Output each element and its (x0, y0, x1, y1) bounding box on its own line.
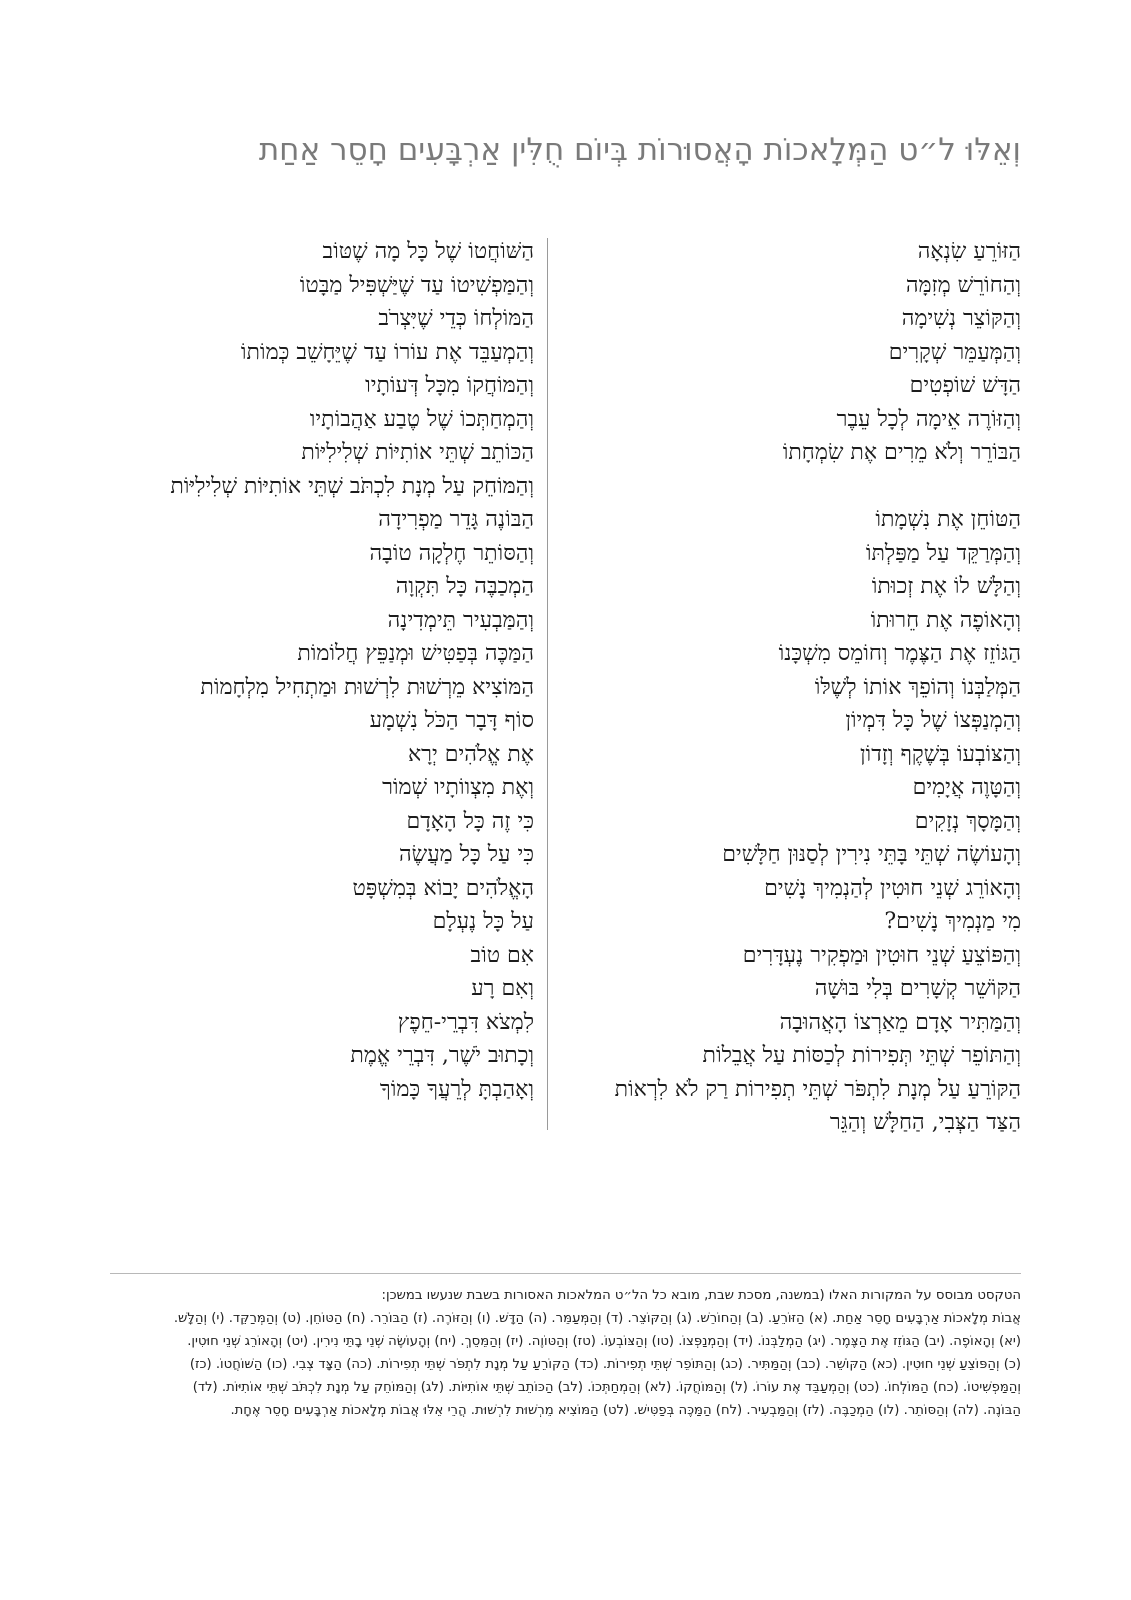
poem-line: הַגּוֹזֵז אֶת הַצֶּמֶר וְחוֹמֵס מִשְׁכָּנוֹ (778, 641, 1021, 666)
poem-line: הַמְּלַבְּנוֹ וְהוֹפֵךְ אוֹתוֹ לְשֶׁלּוֹ (814, 674, 1021, 700)
poem-line: סוֹף דָּבָר הַכֹּל נִשְׁמָע (369, 708, 534, 733)
poem-line: וְהַסּוֹתֵר חֶלְקָה טוֹבָה (369, 540, 534, 566)
poem-line: וְהַמְחַתְּכוֹ שֶׁל טֶבַע אַהֲבוֹתָיו (309, 406, 534, 432)
poem-line: וְהַמַּתִּיר אָדָם מֵאַרְצוֹ הָאֲהוּבָה (779, 1009, 1021, 1035)
poem-line: הַטּוֹחֵן אֶת נִשְׁמָתוֹ (875, 507, 1021, 532)
poem-line: וְהַצּוֹבְעוֹ בְּשֶׁקֶף וְזָדוֹן (859, 741, 1021, 767)
poem-line: וְהַמּוֹחֵק עַל מְנָת לִכְתֹּב שְׁתֵּי אוֹתִיּוֹת שְׁלִילִיּוֹת (170, 473, 534, 499)
poem-line: וְהַתּוֹפֵר שְׁתֵּי תְּפִירוֹת לְכַסּוֹת עַל אֲבֵלוֹת (702, 1043, 1021, 1068)
poem-line: וְהַטָּוֶה אֲיָמִים (912, 775, 1021, 800)
footnote-line: (כ) וְהַפּוֹצֵעַ שְׁנֵי חוּטִין. (כא) הַקּוֹשֵׁר. (כב) וְהַמַּתִּיר. (כג) וְהַתּוֹפֵר שְׁתֵּי תְפִירוֹת. (כד) הַקּוֹרֵעַ עַל מְנָת לִתְפֹּר שְׁתֵּי תְפִירוֹת. (כה) הַצָּד צְבִי. (כו) הַשּׁוֹחֲטוֹ. (כז) (189, 1357, 1021, 1372)
footnote-line: אֲבוֹת מְלָאכוֹת אַרְבָּעִים חָסֵר אַחַת. (א) הַזּוֹרֵעַ. (ב) וְהַחוֹרֵשׁ. (ג) וְהַקּוֹצֵר. (ד) וְהַמְּעַמֵּר. (ה) הַדָּשׁ. (ו) וְהַזּוֹרֶה. (ז) הַבּוֹרֵר. (ח) הַטּוֹחֵן. (ט) וְהַמְּרַקֵּד. (י) וְהַלָּשׁ. (173, 1311, 1021, 1326)
poem-line: וְאִם רָע (471, 976, 534, 1001)
poem-column-right (561, 235, 1021, 1140)
poem-line: וְאֶת מִצְווֹתָיו שְׁמוֹר (382, 775, 534, 800)
poem-line: וְהָעוֹשֶׂה שְׁתֵּי בָּתֵּי נִירִין לְסַנּוּן חַלָּשִׁים (722, 842, 1021, 867)
footnote-line: וְהַמַּפְשִׁיטוֹ. (כח) הַמּוֹלְחוֹ. (כט) וְהַמְעַבֵּד אֶת עוֹרוֹ. (ל) וְהַמּוֹחֲקוֹ. (לא) וְהַמְחַתְּכוֹ. (לב) הַכּוֹתֵב שְׁתֵּי אוֹתִיּוֹת. (לג) וְהַמּוֹחֵק עַל מְנָת לִכְתֹּב שְׁתֵּי אוֹתִיּוֹת. (לד) (192, 1380, 1021, 1395)
poem-line: הַזּוֹרֵעַ שִׂנְאָה (917, 239, 1021, 264)
poem-line: וְהַלָּשׁ לוֹ אֶת זְכוּתוֹ (871, 574, 1021, 599)
poem-line: מִי מַנְמִיךְ נָשִׁים? (884, 909, 1021, 934)
poem-line: וְהָאוֹפֶה אֶת חֵרוּתוֹ (870, 607, 1021, 633)
poem-line: וְהַפּוֹצֵעַ שְׁנֵי חוּטִין וּמַפְקִיר נֶעְדָּרִים (742, 942, 1021, 968)
source-footnote (110, 1284, 1021, 1422)
poem-line: וְהַמַּבְעִיר תֵּימְדִינָה (387, 607, 534, 633)
footnote-line: (יא) וְהָאוֹפֶה. (יב) הַגּוֹזֵז אֶת הַצֶּמֶר. (יג) הַמְלַבְּנוֹ. (יד) וְהַמְנַפְּצוֹ. (טו) וְהַצּוֹבְעוֹ. (טז) וְהַטּוֹוֶה. (יז) וְהַמֵּסֵךְ. (יח) וְהָעוֹשֶׂה שְׁנֵי בָתֵּי נִירִין. (יט) וְהָאוֹרֵג שְׁנֵי חוּטִין. (187, 1334, 1021, 1349)
poem-line: הַכּוֹתֵב שְׁתֵּי אוֹתִיּוֹת שְׁלִילִיּוֹת (301, 440, 534, 465)
column-divider (547, 238, 548, 1130)
poem-line: וְהַמּוֹחֲקוֹ מִכָּל דְּעוֹתָיו (365, 373, 534, 398)
poem-line: אֶת אֱלֹהִים יְרָא (407, 741, 534, 767)
footnote-line: הטקסט מבוסס על המקורות האלו (במשנה, מסכת שבת, מובא כל הל״ט המלאכות האסורות בשבת שנעשו במשכן: (381, 1288, 1021, 1303)
poem-line: לִמְצֹא דִּבְרֵי-חֵפֶץ (397, 1009, 534, 1035)
stanza-break (561, 470, 1021, 504)
poem-line: הָאֱלֹהִים יָבוֹא בְּמִשְׁפָּט (352, 875, 534, 901)
poem-line: כִּי זֶה כָּל הָאָדָם (406, 808, 534, 834)
poem-line: הַקּוֹרֵעַ עַל מְנָת לִתְפֹּר שְׁתֵּי תְפִירוֹת רַק לֹא לִרְאוֹת (614, 1076, 1021, 1102)
poem-line: וְהַמְעַבֵּד אֶת עוֹרוֹ עַד שֶׁיֵּחָשֵׁב כְּמוֹתוֹ (240, 339, 534, 365)
poem-line: הַצַּד הַצְּבִי, הַחַלָּשׁ וְהַגֵּר (829, 1110, 1021, 1135)
poem-line: עַל כָּל נֶעְלָם (432, 909, 534, 934)
poem-line: וְהַמְּרַקֵּד עַל מַפַּלְתּוֹ (865, 540, 1021, 566)
poem-line: וְהַמְּעַמֵּר שְׁקָרִים (888, 339, 1021, 365)
footer-rule (110, 1273, 1021, 1274)
poem-line: וְהַמָּסָךְ נְזָקִים (914, 808, 1021, 834)
poem-line: וְכָתוּב יֹשֶׁר, דִּבְרֵי אֱמֶת (350, 1043, 534, 1068)
poem-line: הַדָּשׁ שׁוֹפְטִים (909, 373, 1021, 398)
poem-line: וְהָאוֹרֵג שְׁנֵי חוּטִין לְהַנְמִיךְ נָשִׁים (764, 875, 1021, 901)
poem-line: הַמְכַבֶּה כָּל תִּקְוָה (395, 574, 534, 599)
poem-line: הַמּוֹלְחוֹ כְּדֵי שֶׁיִּצְרֹב (378, 306, 534, 331)
poem-line: וְהַזּוֹרֶה אֵימָה לְכָל עֵבֶר (836, 406, 1021, 432)
poem-column-left (64, 235, 534, 1106)
poem-line: הַמַּכֶּה בְּפַטִּישׁ וּמְנַפֵּץ חֲלוֹמוֹת (297, 641, 534, 666)
footnote-line: הַבּוֹנֶה. (לה) וְהַסּוֹתֵר. (לו) הַמְכַבֶּה. (לז) וְהַמַּבְעִיר. (לח) הַמַּכֶּה בְּפַטִּישׁ. (לט) הַמּוֹצִיא מֵרְשׁוּת לִרְשׁוּת. הֲרֵי אֵלּוּ אֲבוֹת מְלָאכוֹת אַרְבָּעִים חָסֵר אֶחָת. (230, 1403, 1021, 1418)
poem-line: הַמּוֹצִיא מֵרְשׁוּת לִרְשׁוּת וּמַתְחִיל מִלְחָמוֹת (200, 674, 534, 700)
poem-line: וְהַקּוֹצֵר נְשִׁימָה (901, 306, 1021, 331)
poem-line: הַבּוֹנֶה גָּדֵר מַפְרִידָה (378, 507, 534, 532)
poem-line: וְהַמַּפְשִׁיטוֹ עַד שֶׁיַּשְׁפִּיל מַבָּטוֹ (299, 272, 534, 298)
poem-line: וְהַמְנַפְּצוֹ שֶׁל כָּל דִּמְיוֹן (845, 708, 1021, 733)
page-title: וְאֵלּוּ ל״ט הַמְּלָאכוֹת הָאֲסוּרוֹת בְּיוֹם חֻלִּין אַרְבָּעִים חָסֵר אַחַת (258, 132, 1021, 168)
poem-line: הַשּׁוֹחֲטוֹ שֶׁל כָּל מָה שֶׁטּוֹב (322, 239, 534, 264)
poem-line: כִּי עַל כָּל מַעֲשֶׂה (398, 842, 534, 867)
poem-line: הַבּוֹרֵר וְלֹא מֵרִים אֶת שִׂמְחָתוֹ (782, 440, 1021, 465)
poem-line: הַקּוֹשֵׁר קְשָׁרִים בְּלִי בּוּשָׁה (814, 976, 1021, 1001)
poem-line: אִם טוֹב (470, 942, 534, 968)
poem-line: וְאָהַבְתָּ לְרֵעֲךָ כָּמוֹךָ (379, 1076, 534, 1102)
poem-line: וְהַחוֹרֵשׁ מְזִמָּה (905, 272, 1021, 298)
